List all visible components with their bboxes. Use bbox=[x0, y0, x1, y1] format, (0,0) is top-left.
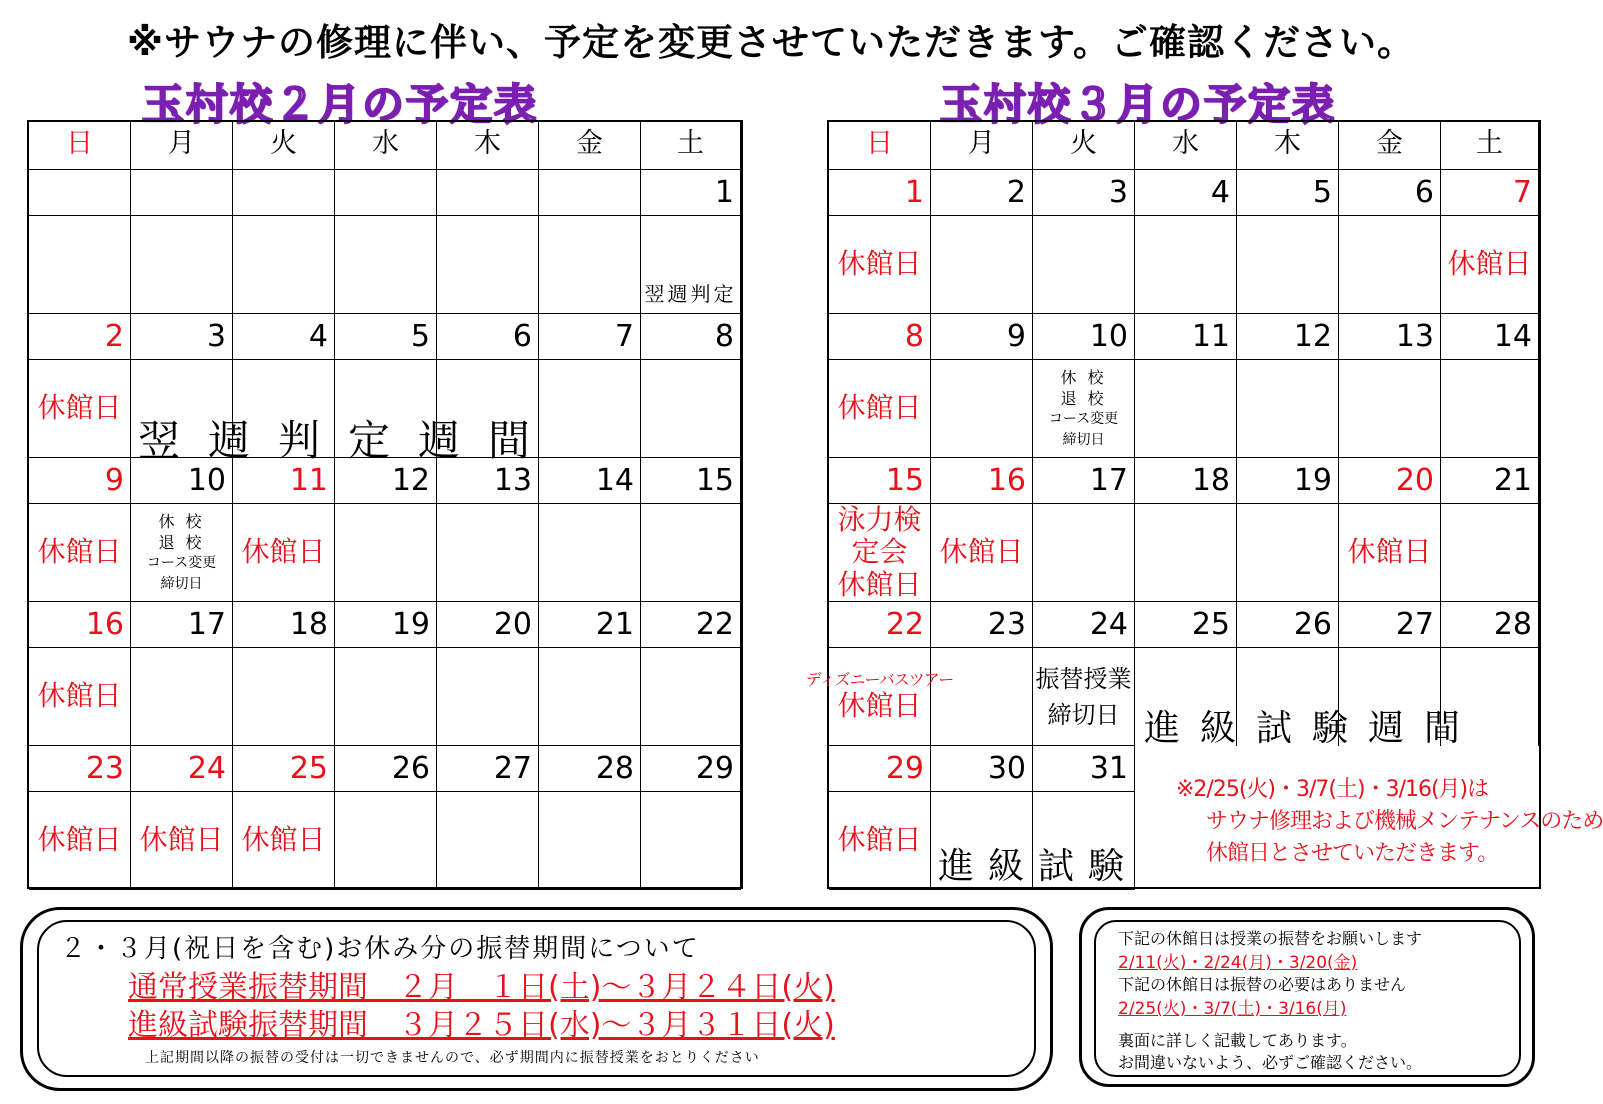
day-events bbox=[1033, 504, 1135, 602]
day-events bbox=[131, 504, 233, 602]
disney-bus-tour-label: ディズニーバスツアー bbox=[805, 670, 954, 690]
makeup-deadline-label: 締切日 bbox=[1047, 700, 1120, 729]
day-number: 4 bbox=[1135, 170, 1237, 216]
withdrawal-label: 退 校 bbox=[158, 532, 205, 552]
march-calendar-title: 玉村校３月の予定表 bbox=[940, 80, 1337, 129]
day-events bbox=[641, 216, 741, 314]
day-number: 17 bbox=[131, 602, 233, 648]
day-number: 15 bbox=[829, 458, 931, 504]
day-events bbox=[1237, 360, 1339, 458]
closed-day-label: 休館日 bbox=[837, 247, 922, 281]
weekday-header: 金 bbox=[1339, 122, 1441, 170]
day-number: 18 bbox=[1135, 458, 1237, 504]
day-events bbox=[29, 216, 131, 314]
day-events bbox=[1441, 216, 1539, 314]
day-number: 10 bbox=[131, 458, 233, 504]
sauna-repair-notice: ※サウナの修理に伴い、予定を変更させていただきます。ご確認ください。 bbox=[126, 21, 1415, 64]
day-number: 17 bbox=[1033, 458, 1135, 504]
closed-day-label: 休館日 bbox=[37, 823, 122, 857]
day-events bbox=[335, 792, 437, 890]
day-events bbox=[437, 648, 539, 746]
day-events bbox=[641, 792, 741, 890]
day-events bbox=[1033, 216, 1135, 314]
day-events bbox=[1339, 360, 1441, 458]
day-events bbox=[829, 792, 931, 890]
day-events bbox=[829, 504, 931, 602]
day-events bbox=[1339, 216, 1441, 314]
day-events bbox=[29, 360, 131, 458]
day-events bbox=[437, 504, 539, 602]
closed-day-label: 休館日 bbox=[1347, 535, 1432, 569]
day-events bbox=[641, 648, 741, 746]
day-events bbox=[931, 648, 1033, 746]
day-events bbox=[539, 216, 641, 314]
day-number: 11 bbox=[233, 458, 335, 504]
day-number: 24 bbox=[1033, 602, 1135, 648]
day-events bbox=[335, 504, 437, 602]
day-events bbox=[1441, 504, 1539, 602]
day-events bbox=[1237, 216, 1339, 314]
day-number: 29 bbox=[829, 746, 931, 792]
day-events bbox=[931, 216, 1033, 314]
day-number: 16 bbox=[931, 458, 1033, 504]
march-closure-footnote-line: ※2/25(火)・3/7(土)・3/16(月)は bbox=[1176, 777, 1489, 802]
makeup-required-label: 下記の休館日は授業の振替をお願いします bbox=[1118, 929, 1423, 948]
day-number: 12 bbox=[1237, 314, 1339, 360]
deadline-label: 締切日 bbox=[1062, 431, 1105, 448]
day-events bbox=[1033, 648, 1135, 746]
weekday-header: 水 bbox=[335, 122, 437, 170]
weekday-header: 火 bbox=[1033, 122, 1135, 170]
day-number: 7 bbox=[1441, 170, 1539, 216]
closed-day-label: 休館日 bbox=[241, 535, 326, 569]
exam-makeup-period: 進級試験振替期間 ３月２５日(水)～３月３１日(火) bbox=[128, 1008, 835, 1043]
day-number: 9 bbox=[931, 314, 1033, 360]
closed-day-label: 休館日 bbox=[837, 391, 922, 425]
day-number: 25 bbox=[1135, 602, 1237, 648]
day-number: 1 bbox=[829, 170, 931, 216]
closed-day-label: 休館日 bbox=[139, 823, 224, 857]
day-events bbox=[233, 648, 335, 746]
day-number: 29 bbox=[641, 746, 741, 792]
closed-day-label: 休館日 bbox=[37, 535, 122, 569]
day-events bbox=[1135, 360, 1237, 458]
day-number: 28 bbox=[539, 746, 641, 792]
day-events bbox=[1135, 504, 1237, 602]
day-number bbox=[335, 170, 437, 216]
day-number: 6 bbox=[437, 314, 539, 360]
day-events bbox=[29, 792, 131, 890]
day-number: 20 bbox=[437, 602, 539, 648]
day-events bbox=[335, 216, 437, 314]
day-events bbox=[233, 792, 335, 890]
weekday-header: 日 bbox=[29, 122, 131, 170]
day-events bbox=[131, 792, 233, 890]
day-number: 16 bbox=[29, 602, 131, 648]
regular-makeup-period: 通常授業振替期間 ２月 １日(土)～３月２４日(火) bbox=[128, 970, 835, 1005]
closed-school-label: 休 校 bbox=[1060, 367, 1107, 387]
day-number: 13 bbox=[1339, 314, 1441, 360]
day-events bbox=[233, 504, 335, 602]
day-number: 21 bbox=[1441, 458, 1539, 504]
next-week-judgment-week-banner: 翌週判定週間 bbox=[138, 416, 559, 465]
makeup-class-label: 振替授業 bbox=[1035, 664, 1132, 693]
day-number: 24 bbox=[131, 746, 233, 792]
day-number: 4 bbox=[233, 314, 335, 360]
makeup-period-heading: ２・３月(祝日を含む)お休み分の振替期間について bbox=[60, 934, 700, 964]
day-number: 19 bbox=[335, 602, 437, 648]
closed-day-label: 休館日 bbox=[37, 391, 122, 425]
day-events bbox=[131, 216, 233, 314]
no-makeup-label: 下記の休館日は振替の必要はありません bbox=[1118, 975, 1407, 994]
day-number: 5 bbox=[335, 314, 437, 360]
weekday-header: 水 bbox=[1135, 122, 1237, 170]
day-number: 6 bbox=[1339, 170, 1441, 216]
day-events bbox=[641, 504, 741, 602]
makeup-required-dates: 2/11(火)・2/24(月)・3/20(金) bbox=[1118, 953, 1358, 973]
weekday-header: 木 bbox=[1237, 122, 1339, 170]
day-number: 26 bbox=[1237, 602, 1339, 648]
next-week-judgment-note: 翌週判定 bbox=[644, 282, 737, 306]
weekday-header: 日 bbox=[829, 122, 931, 170]
day-number: 28 bbox=[1441, 602, 1539, 648]
confirm-note: お間違いないよう、必ずご確認ください。 bbox=[1118, 1053, 1423, 1072]
day-events bbox=[1033, 360, 1135, 458]
day-events bbox=[29, 504, 131, 602]
day-number: 18 bbox=[233, 602, 335, 648]
day-number: 30 bbox=[931, 746, 1033, 792]
course-change-label: コース変更 bbox=[146, 554, 217, 571]
makeup-deadline-note: 上記期間以降の振替の受付は一切できませんので、必ず期間内に振替授業をおとりください bbox=[145, 1050, 760, 1066]
day-number: 12 bbox=[335, 458, 437, 504]
day-number: 9 bbox=[29, 458, 131, 504]
day-number: 21 bbox=[539, 602, 641, 648]
day-number: 10 bbox=[1033, 314, 1135, 360]
day-number: 7 bbox=[539, 314, 641, 360]
day-events bbox=[131, 648, 233, 746]
day-number: 20 bbox=[1339, 458, 1441, 504]
day-number: 27 bbox=[437, 746, 539, 792]
day-number bbox=[29, 170, 131, 216]
day-events bbox=[1237, 504, 1339, 602]
weekday-header: 月 bbox=[931, 122, 1033, 170]
day-number: 3 bbox=[1033, 170, 1135, 216]
weekday-header: 土 bbox=[1441, 122, 1539, 170]
day-events bbox=[539, 792, 641, 890]
day-number: 27 bbox=[1339, 602, 1441, 648]
day-number: 23 bbox=[931, 602, 1033, 648]
day-number: 26 bbox=[335, 746, 437, 792]
swim-test-label: 泳力検定会 bbox=[837, 503, 922, 569]
promotion-exam-banner: 進級試験 bbox=[938, 846, 1139, 887]
closed-day-label: 休館日 bbox=[37, 679, 122, 713]
day-number: 2 bbox=[931, 170, 1033, 216]
closed-school-label: 休 校 bbox=[158, 511, 205, 531]
back-side-note: 裏面に詳しく記載してあります。 bbox=[1118, 1031, 1357, 1050]
day-events bbox=[539, 504, 641, 602]
weekday-header: 土 bbox=[641, 122, 741, 170]
day-number: 1 bbox=[641, 170, 741, 216]
day-events bbox=[335, 648, 437, 746]
day-events bbox=[1135, 216, 1237, 314]
day-number: 15 bbox=[641, 458, 741, 504]
closed-day-label: 休館日 bbox=[837, 823, 922, 857]
closed-day-label: 休館日 bbox=[939, 535, 1024, 569]
day-number: 8 bbox=[641, 314, 741, 360]
weekday-header: 金 bbox=[539, 122, 641, 170]
closed-day-label: 休館日 bbox=[241, 823, 326, 857]
day-number: 8 bbox=[829, 314, 931, 360]
day-events bbox=[931, 360, 1033, 458]
no-makeup-dates: 2/25(火)・3/7(土)・3/16(月) bbox=[1118, 999, 1347, 1019]
day-number: 22 bbox=[641, 602, 741, 648]
day-events bbox=[29, 648, 131, 746]
day-number: 13 bbox=[437, 458, 539, 504]
weekday-header: 木 bbox=[437, 122, 539, 170]
march-closure-footnote-line: 休館日とさせていただきます。 bbox=[1206, 841, 1499, 866]
day-number: 2 bbox=[29, 314, 131, 360]
day-number bbox=[131, 170, 233, 216]
day-events bbox=[437, 216, 539, 314]
withdrawal-label: 退 校 bbox=[1060, 388, 1107, 408]
day-number bbox=[539, 170, 641, 216]
day-events bbox=[1339, 504, 1441, 602]
promotion-exam-week-banner: 進級試験週間 bbox=[1144, 708, 1481, 749]
day-number: 22 bbox=[829, 602, 931, 648]
day-events bbox=[805, 648, 954, 746]
course-change-label: コース変更 bbox=[1048, 410, 1119, 427]
closed-day-label: 休館日 bbox=[837, 567, 922, 601]
weekday-header: 火 bbox=[233, 122, 335, 170]
february-calendar-title: 玉村校２月の予定表 bbox=[142, 80, 539, 129]
day-number: 31 bbox=[1033, 746, 1135, 792]
day-events bbox=[641, 360, 741, 458]
day-events bbox=[437, 792, 539, 890]
day-number bbox=[233, 170, 335, 216]
day-number: 11 bbox=[1135, 314, 1237, 360]
day-number: 5 bbox=[1237, 170, 1339, 216]
day-events bbox=[931, 504, 1033, 602]
day-number: 14 bbox=[539, 458, 641, 504]
day-events bbox=[829, 216, 931, 314]
closed-day-label: 休館日 bbox=[837, 688, 922, 722]
day-number bbox=[437, 170, 539, 216]
day-number: 19 bbox=[1237, 458, 1339, 504]
day-events bbox=[829, 360, 931, 458]
day-number: 23 bbox=[29, 746, 131, 792]
day-events bbox=[1441, 360, 1539, 458]
closed-day-label: 休館日 bbox=[1447, 247, 1532, 281]
day-number: 14 bbox=[1441, 314, 1539, 360]
day-number: 25 bbox=[233, 746, 335, 792]
deadline-label: 締切日 bbox=[160, 575, 203, 592]
march-closure-footnote-line: サウナ修理および機械メンテナンスのため bbox=[1206, 809, 1603, 834]
day-number: 3 bbox=[131, 314, 233, 360]
weekday-header: 月 bbox=[131, 122, 233, 170]
day-events bbox=[233, 216, 335, 314]
day-events bbox=[539, 648, 641, 746]
february-calendar bbox=[27, 120, 743, 889]
